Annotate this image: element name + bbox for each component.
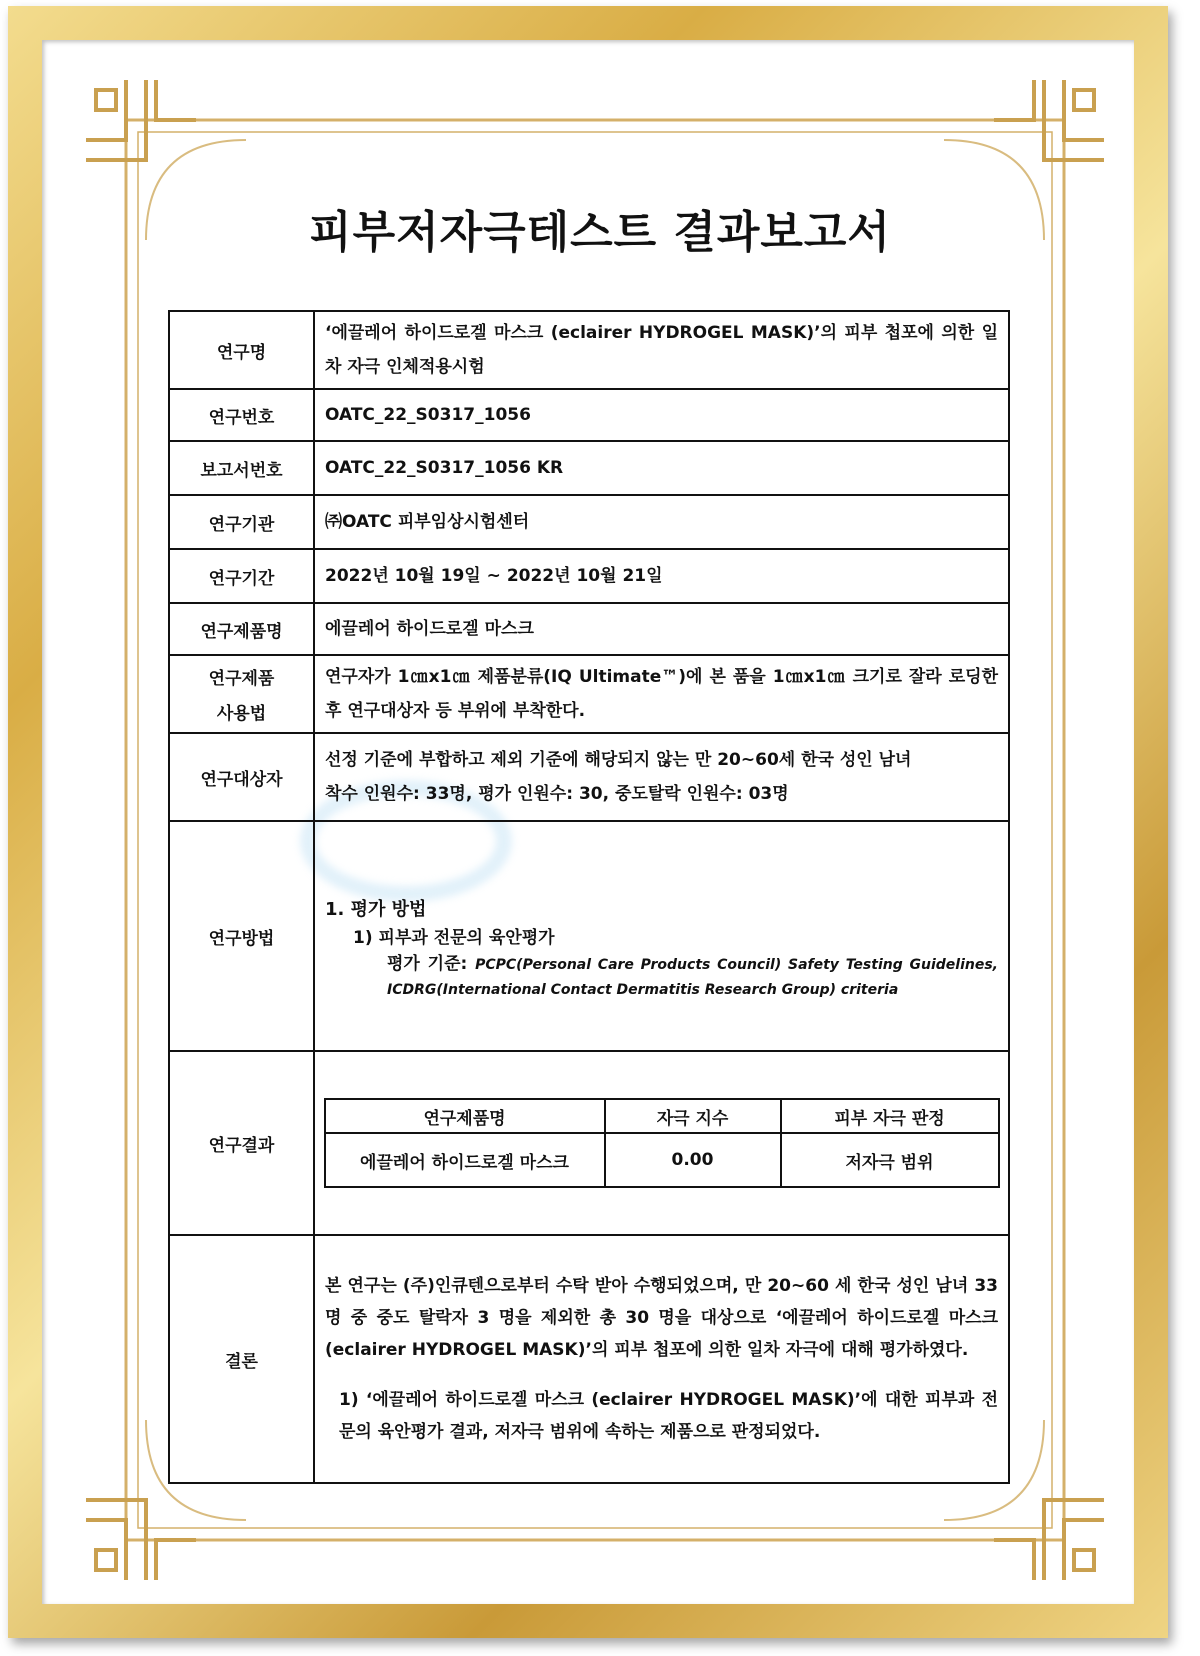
- result-table: [324, 1098, 1000, 1188]
- result-col-index: 자극 지수: [605, 1099, 781, 1133]
- value-period: 2022년 10월 19일 ~ 2022년 10월 21일: [314, 549, 1009, 603]
- conclusion-para-1: 본 연구는 (주)인큐텐으로부터 수탁 받아 수행되었으며, 만 20~60 세 한국 성인 남녀 33 명 중 중도 탈락자 3 명을 제외한 총 30 명을 대상으로 ‘에끌레어 하이드로겔 마스크 (eclairer HYDROGEL MASK)’의 피부 첩포에 의한 일차 자극에 대해 평가하였다.: [325, 1276, 998, 1360]
- label-method: 연구방법: [169, 821, 314, 1051]
- row-subjects: [169, 733, 1009, 821]
- method-sub: 1) 피부과 전문의 육안평가: [353, 928, 555, 948]
- label-study-no: 연구번호: [169, 389, 314, 441]
- label-conclusion: 결론: [169, 1235, 314, 1483]
- result-cell-product: 에끌레어 하이드로겔 마스크: [325, 1133, 605, 1187]
- value-institution: ㈜OATC 피부임상시험센터: [314, 495, 1009, 549]
- document-title: 피부저자극테스트 결과보고서: [309, 207, 891, 258]
- criteria-text: PCPC(Personal Care Products Council) Safety Testing Guidelines, ICDRG(International Contact Dermatitis Research Group) criteria: [387, 957, 998, 998]
- label-product: 연구제품명: [169, 603, 314, 655]
- row-method: [169, 821, 1009, 1051]
- conclusion-para-2: 1) ‘에끌레어 하이드로겔 마스크 (eclairer HYDROGEL MASK)’에 대한 피부과 전문의 육안평가 결과, 저자극 범위에 속하는 제품으로 판정되었다.: [339, 1390, 998, 1442]
- label-usage: [169, 655, 314, 733]
- row-institution: [169, 495, 1009, 549]
- method-heading: 1. 평가 방법: [325, 899, 427, 920]
- label-usage-line-1: 연구제품: [208, 669, 275, 689]
- result-cell-index: 0.00: [605, 1133, 781, 1187]
- value-subjects: [314, 733, 1009, 821]
- value-method: [314, 821, 1009, 1051]
- row-study-no: [169, 389, 1009, 441]
- row-period: [169, 549, 1009, 603]
- criteria-label: 평가 기준:: [387, 954, 468, 974]
- value-result: [314, 1051, 1009, 1235]
- label-institution: 연구기관: [169, 495, 314, 549]
- label-subjects: 연구대상자: [169, 733, 314, 821]
- label-report-no: 보고서번호: [169, 441, 314, 495]
- method-criteria: [325, 952, 998, 1002]
- label-usage-line-2: 사용법: [216, 704, 267, 724]
- result-header-row: [325, 1099, 999, 1133]
- subjects-criteria: 선정 기준에 부합하고 제외 기준에 해당되지 않는 만 20~60세 한국 성인 남녀: [325, 750, 912, 770]
- value-study-no: OATC_22_S0317_1056: [314, 389, 1009, 441]
- label-period: 연구기간: [169, 549, 314, 603]
- row-study-name: [169, 311, 1009, 389]
- row-report-no: [169, 441, 1009, 495]
- result-col-product: 연구제품명: [325, 1099, 605, 1133]
- result-col-judgement: 피부 자극 판정: [781, 1099, 999, 1133]
- value-product: 에끌레어 하이드로겔 마스크: [314, 603, 1009, 655]
- value-report-no: OATC_22_S0317_1056 KR: [314, 441, 1009, 495]
- row-product: [169, 603, 1009, 655]
- label-study-name: 연구명: [169, 311, 314, 389]
- report-table: [168, 310, 1010, 1484]
- value-usage: 연구자가 1㎝x1㎝ 제품분류(IQ Ultimate™)에 본 품을 1㎝x1㎝ 크기로 잘라 로딩한 후 연구대상자 등 부위에 부착한다.: [314, 655, 1009, 733]
- value-conclusion: [314, 1235, 1009, 1483]
- value-study-name: ‘에끌레어 하이드로겔 마스크 (eclairer HYDROGEL MASK)’의 피부 첩포에 의한 일차 자극 인체적용시험: [314, 311, 1009, 389]
- label-result: 연구결과: [169, 1051, 314, 1235]
- row-usage: [169, 655, 1009, 733]
- result-cell-judgement: 저자극 범위: [781, 1133, 999, 1187]
- row-conclusion: [169, 1235, 1009, 1483]
- subjects-counts: 착수 인원수: 33명, 평가 인원수: 30, 중도탈락 인원수: 03명: [325, 784, 789, 804]
- row-result: [169, 1051, 1009, 1235]
- result-data-row: [325, 1133, 999, 1187]
